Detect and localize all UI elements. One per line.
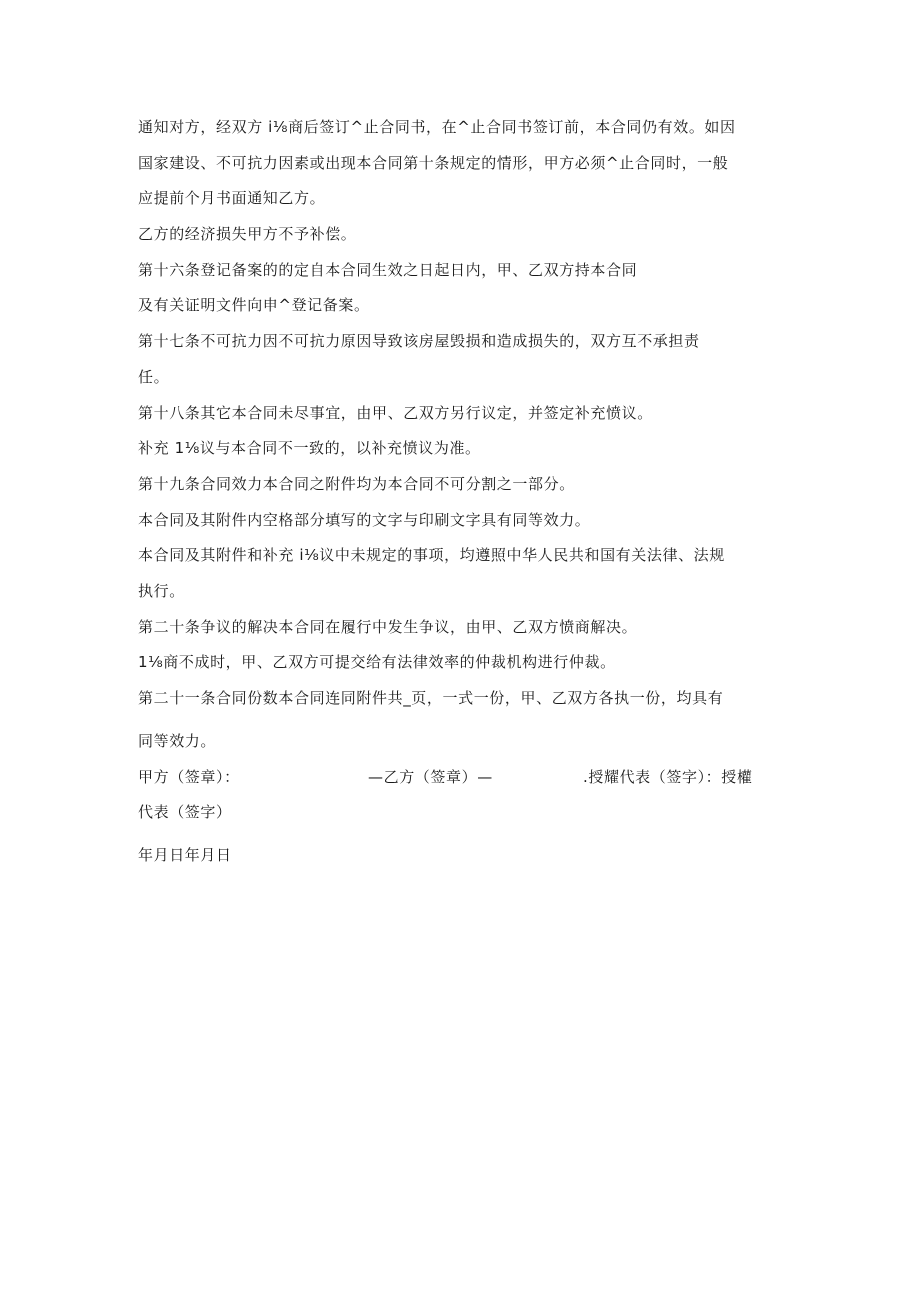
body-line: 任。 bbox=[138, 368, 170, 386]
body-line: 执行。 bbox=[138, 582, 185, 600]
body-line: 1⅛商不成时，甲、乙双方可提交给有法律效率的仲裁机构进行仲裁。 bbox=[138, 653, 616, 671]
body-line: 本合同及其附件和补充 i⅛议中未规定的事项，均遵照中华人民共和国有关法律、法规 bbox=[138, 546, 725, 564]
party-a-signature-label: 甲方（签章）： bbox=[138, 768, 240, 786]
body-line: 同等效力。 bbox=[138, 732, 217, 750]
party-b-signature-label: —乙方（签章）— bbox=[368, 768, 493, 786]
body-line: 乙方的经济损失甲方不予补偿。 bbox=[138, 225, 357, 243]
body-line: 补充 1⅛议与本合同不一致的，以补充愤议为准。 bbox=[138, 439, 481, 457]
body-line: 及有关证明文件向申^登记备案。 bbox=[138, 296, 370, 314]
body-line: 本合同及其附件内空格部分填写的文字与印刷文字具有同等效力。 bbox=[138, 511, 591, 529]
body-line: 通知对方，经双方 i⅛商后签订^止合同书，在^止合同书签订前，本合同仍有效。如因 bbox=[138, 118, 736, 136]
body-line: 第十九条合同效力本合同之附件均为本合同不可分割之一部分。 bbox=[138, 475, 575, 493]
body-line: 第十七条不可抗力因不可抗力原因导致该房屋毁损和造成损失的，双方互不承担责 bbox=[138, 332, 700, 350]
date-line: 年月日年月日 bbox=[138, 846, 232, 864]
body-line: 应提前个月书面通知乙方。 bbox=[138, 189, 326, 207]
authorized-representative-label: .授耀代表（签字）：授權 bbox=[583, 768, 753, 786]
body-line: 第二十条争议的解决本合同在履行中发生争议，由甲、乙双方愤商解决。 bbox=[138, 618, 638, 636]
body-line: 第十八条其它本合同未尽事宜，由甲、乙双方另行议定，并签定补充愤议。 bbox=[138, 404, 653, 422]
body-line: 第十六条登记备案的的定自本合同生效之日起日内，甲、乙双方持本合同 bbox=[138, 261, 638, 279]
body-line: 第二十一条合同份数本合同连同附件共_页，一式一份，甲、乙双方各执一份，均具有 bbox=[138, 689, 724, 707]
body-line: 国家建设、不可抗力因素或出现本合同第十条规定的情形，甲方必须^止合同时，一般 bbox=[138, 154, 729, 172]
authorized-representative-label-continued: 代表（签字） bbox=[138, 803, 232, 821]
